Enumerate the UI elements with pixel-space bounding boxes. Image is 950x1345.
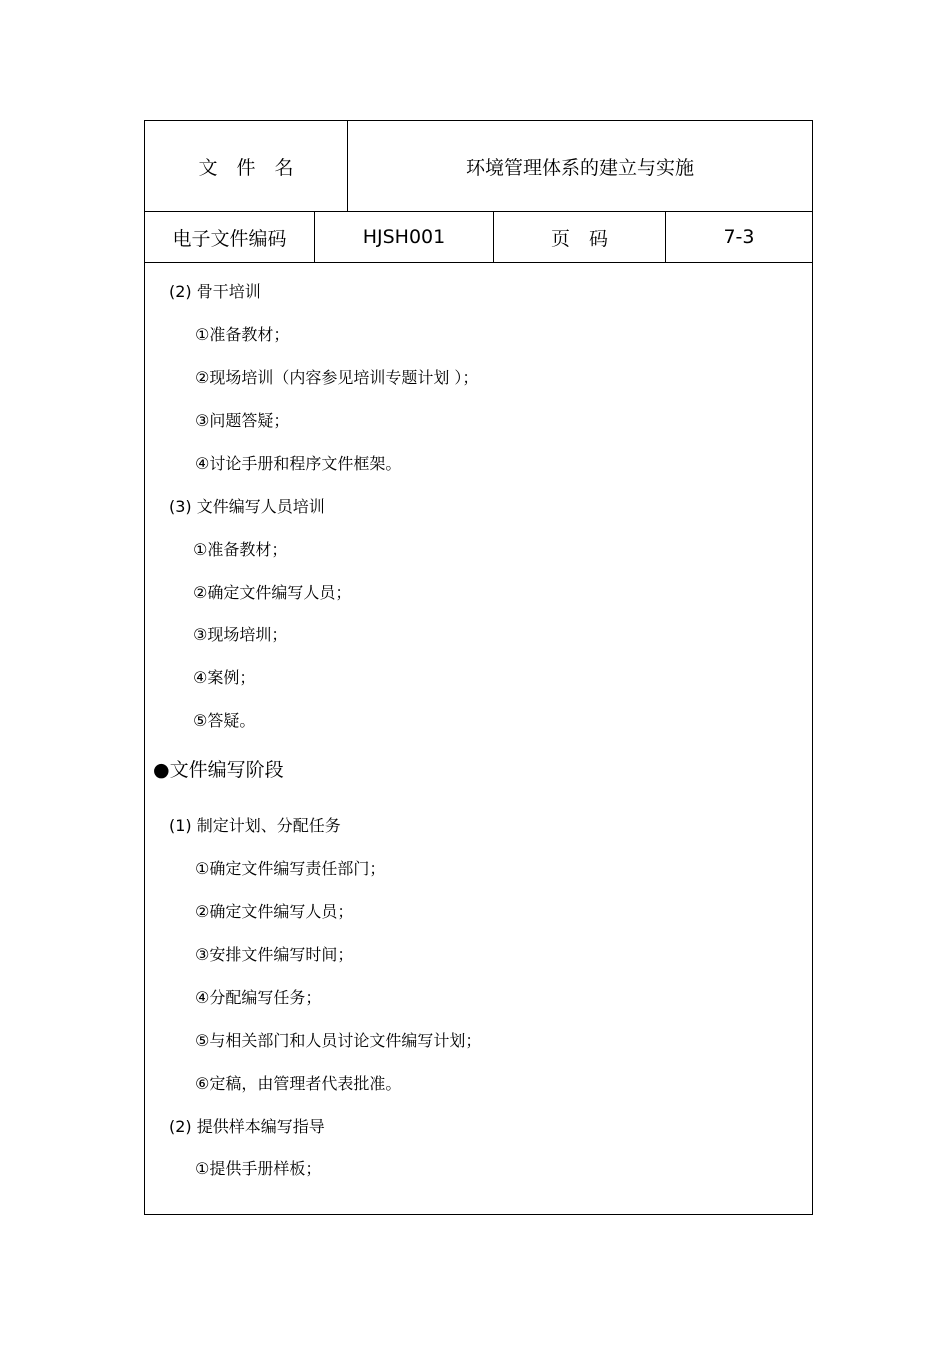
title-row xyxy=(145,121,812,212)
file-name-label: 文 件 名 xyxy=(145,121,348,211)
list-item: ①确定文件编写责任部门； xyxy=(195,859,386,878)
section-title: (3) 文件编写人员培训 xyxy=(169,497,325,516)
list-item: ⑤答疑。 xyxy=(193,711,256,730)
code-row xyxy=(145,212,812,263)
list-item: ④案例； xyxy=(193,668,256,687)
list-item: ①提供手册样板； xyxy=(195,1159,322,1178)
document-title: 环境管理体系的建立与实施 xyxy=(465,156,694,179)
list-item: ④分配编写任务； xyxy=(195,988,322,1007)
code-value: HJSH001 xyxy=(315,212,494,262)
code-label: 电子文件编码 xyxy=(145,212,315,262)
list-item: ②确定文件编写人员； xyxy=(193,583,352,602)
list-item: ⑤与相关部门和人员讨论文件编写计划； xyxy=(195,1031,482,1050)
list-item: ④讨论手册和程序文件框架。 xyxy=(195,454,402,473)
page-number: 7-3 xyxy=(723,226,755,248)
section-title: (1) 制定计划、分配任务 xyxy=(169,816,341,835)
list-item: ③安排文件编写时间； xyxy=(195,945,354,964)
list-item: ③问题答疑； xyxy=(195,411,290,430)
page-label: 页 码 xyxy=(494,212,666,262)
list-item: ①准备教材； xyxy=(193,540,288,559)
list-item: ②现场培训（内容参见培训专题计划 ）； xyxy=(195,368,479,387)
list-item: ①准备教材； xyxy=(195,325,290,344)
section-title: (2) 骨干培训 xyxy=(169,282,261,301)
section-title: (2) 提供样本编写指导 xyxy=(169,1117,325,1136)
list-item: ③现场培圳； xyxy=(193,625,288,644)
list-item: ⑥定稿，由管理者代表批准。 xyxy=(195,1074,402,1093)
document-form xyxy=(144,120,813,1215)
list-item: ②确定文件编写人员； xyxy=(195,902,354,921)
phase-heading: ●文件编写阶段 xyxy=(153,759,284,781)
